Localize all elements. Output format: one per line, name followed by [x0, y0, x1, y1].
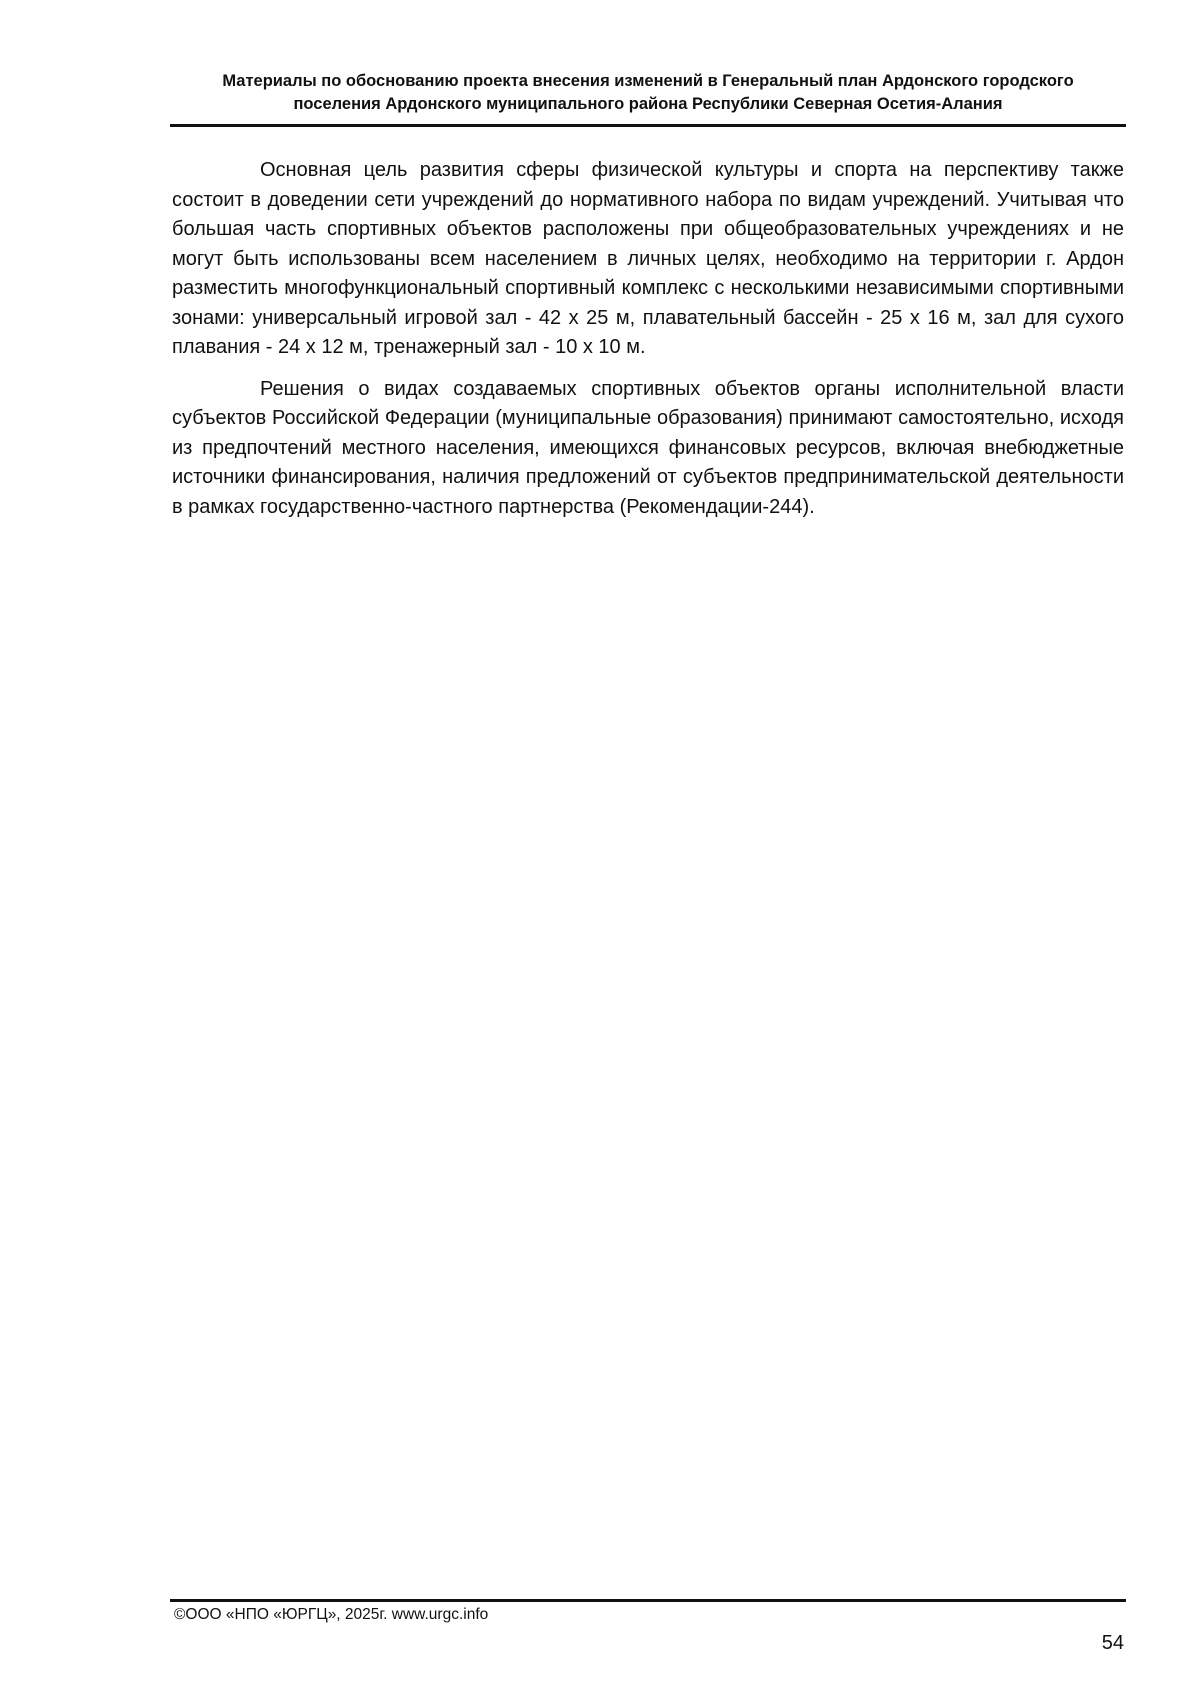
- header-title-line-1: Материалы по обоснованию проекта внесения изменений в Генеральный план Ардонского городского: [222, 72, 1074, 90]
- page-number: 54: [1101, 1632, 1124, 1654]
- body-paragraph-2: Решения о видах создаваемых спортивных объектов органы исполнительной власти субъектов Российской Федерации (муниципальные образования) принимают самостоятельно, исходя из предпочтений местного населения, имеющихся финансовых ресурсов, включая внебюджетные источники финансирования, наличия предложений от субъектов предпринимательской деятельности в рамках государственно-частного партнерства (Рекомендации-244).: [172, 377, 1124, 518]
- page-header: [170, 70, 1126, 116]
- body-paragraph-1: Основная цель развития сферы физической культуры и спорта на перспективу также состоит в доведении сети учреждений до нормативного набора по видам учреждений. Учитывая что большая часть спортивных объектов расположены при общеобразовательных учреждениях и не могут быть использованы всем населением в личных целях, необходимо на территории г. Ардон разместить многофункциональный спортивный комплекс с несколькими независимыми спортивными зонами: универсальный игровой зал - 42 х 25 м, плавательный бассейн - 25 х 16 м, зал для сухого плавания - 24 х 12 м, тренажерный зал - 10 х 10 м.: [172, 159, 1124, 358]
- header-title-line-2: поселения Ардонского муниципального района Республики Северная Осетия-Алания: [293, 95, 1003, 113]
- footer-divider: [170, 1599, 1126, 1602]
- footer-copyright: ©ООО «НПО «ЮРГЦ», 2025г. www.urgc.info: [174, 1606, 489, 1623]
- document-body: [172, 156, 1124, 534]
- header-divider: [170, 124, 1126, 127]
